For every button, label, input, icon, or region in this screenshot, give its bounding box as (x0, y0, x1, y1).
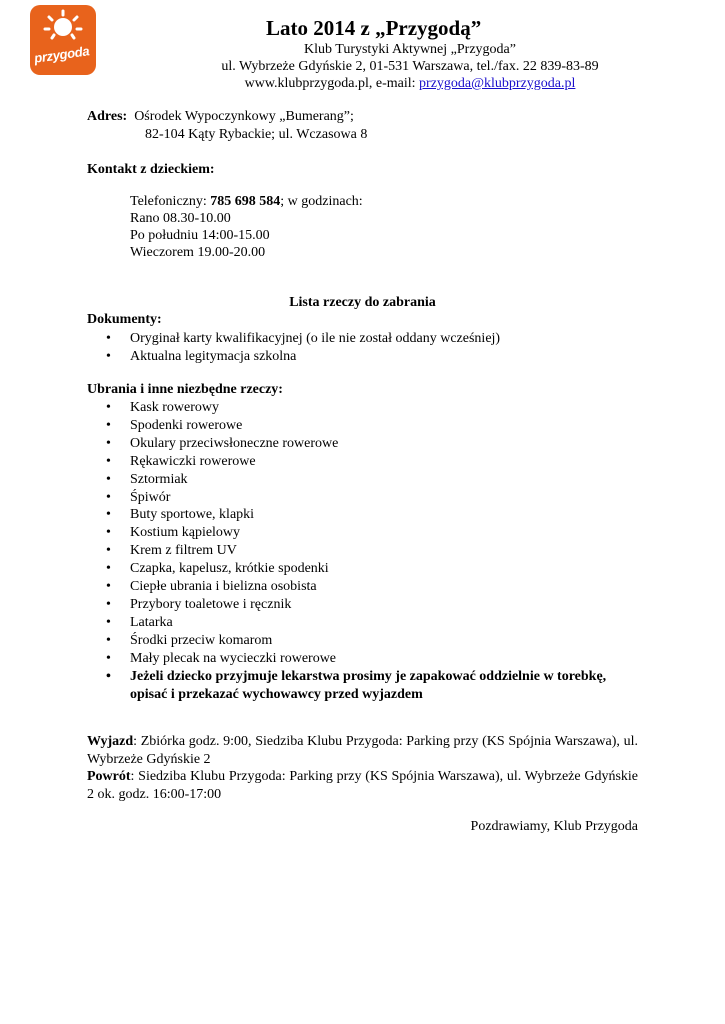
list-title: Lista rzeczy do zabrania (289, 295, 436, 310)
departure-paragraph (87, 733, 638, 769)
departure-text: : Zbiórka godz. 9:00, Siedziba Klubu Przygoda: Parking przy (KS Spójnia Warszawa), ul. Wybrzeże Gdyńskie 2 (87, 734, 638, 767)
departure-label: Wyjazd (87, 734, 134, 749)
medication-note: • Jeżeli dziecko przyjmuje lekarstwa prosimy je zapakować oddzielnie w torebkę, opisać i przekazać wychowawcy przed wyjazdem (87, 668, 638, 704)
hours-evening: Wieczorem 19.00-20.00 (130, 245, 266, 260)
clothes-heading: Ubrania i inne niezbędne rzeczy: (87, 382, 283, 397)
list-item: • Czapka, kapelusz, krótkie spodenki (87, 560, 638, 578)
list-item: • Aktualna legitymacja szkolna (87, 348, 500, 366)
list-item: • Kask rowerowy (87, 399, 638, 417)
address-value-1: Ośrodek Wypoczynkowy „Bumerang”; (134, 109, 354, 124)
list-item: • Kostium kąpielowy (87, 524, 638, 542)
email-link[interactable]: przygoda@klubprzygoda.pl (419, 76, 576, 91)
list-item: • Ciepłe ubrania i bielizna osobista (87, 578, 638, 596)
return-text: : Siedziba Klubu Przygoda: Parking przy (KS Spójnia Warszawa), ul. Wybrzeże Gdyńskie 2 ok. godz. 16:00-17:00 (87, 769, 638, 802)
hours-morning: Rano 08.30-10.00 (130, 211, 231, 226)
list-item: • Buty sportowe, klapki (87, 506, 638, 524)
documents-list (87, 330, 500, 366)
list-item: • Okulary przeciwsłoneczne rowerowe (87, 435, 638, 453)
phone-suffix: ; w godzinach: (280, 194, 363, 209)
list-item: • Środki przeciw komarom (87, 632, 638, 650)
page-title: Lato 2014 z „Przygodą” (266, 16, 482, 40)
club-address: ul. Wybrzeże Gdyńskie 2, 01-531 Warszawa, tel./fax. 22 839-83-89 (221, 59, 599, 74)
list-item: • Latarka (87, 614, 638, 632)
hours-afternoon: Po południu 14:00-15.00 (130, 228, 270, 243)
list-item: • Spodenki rowerowe (87, 417, 638, 435)
list-item: • Sztormiak (87, 471, 638, 489)
list-item: • Przybory toaletowe i ręcznik (87, 596, 638, 614)
list-item: • Mały plecak na wycieczki rowerowe (87, 650, 638, 668)
website-text: www.klubprzygoda.pl, e-mail: (244, 76, 420, 91)
closing-signature: Pozdrawiamy, Klub Przygoda (470, 819, 638, 834)
phone-prefix: Telefoniczny: (130, 194, 211, 209)
list-item: • Krem z filtrem UV (87, 542, 638, 560)
return-label: Powrót (87, 769, 131, 784)
list-item: • Oryginał karty kwalifikacyjnej (o ile nie został oddany wcześniej) (87, 330, 500, 348)
documents-heading: Dokumenty: (87, 312, 162, 327)
phone-line (130, 194, 363, 210)
club-name: Klub Turystyki Aktywnej „Przygoda” (304, 42, 516, 57)
list-item: • Rękawiczki rowerowe (87, 453, 638, 471)
club-contact-line (110, 76, 710, 92)
phone-number: 785 698 584 (210, 194, 281, 209)
contact-heading: Kontakt z dzieckiem: (87, 162, 215, 177)
clothes-list (87, 399, 638, 703)
logo-text: przygoda (33, 43, 91, 66)
club-logo (30, 5, 96, 75)
address-line-1 (87, 109, 354, 125)
list-item: • Śpiwór (87, 489, 638, 507)
address-line-2: 82-104 Kąty Rybackie; ul. Wczasowa 8 (145, 127, 368, 142)
return-paragraph (87, 768, 638, 804)
address-label: Adres: (87, 109, 128, 124)
